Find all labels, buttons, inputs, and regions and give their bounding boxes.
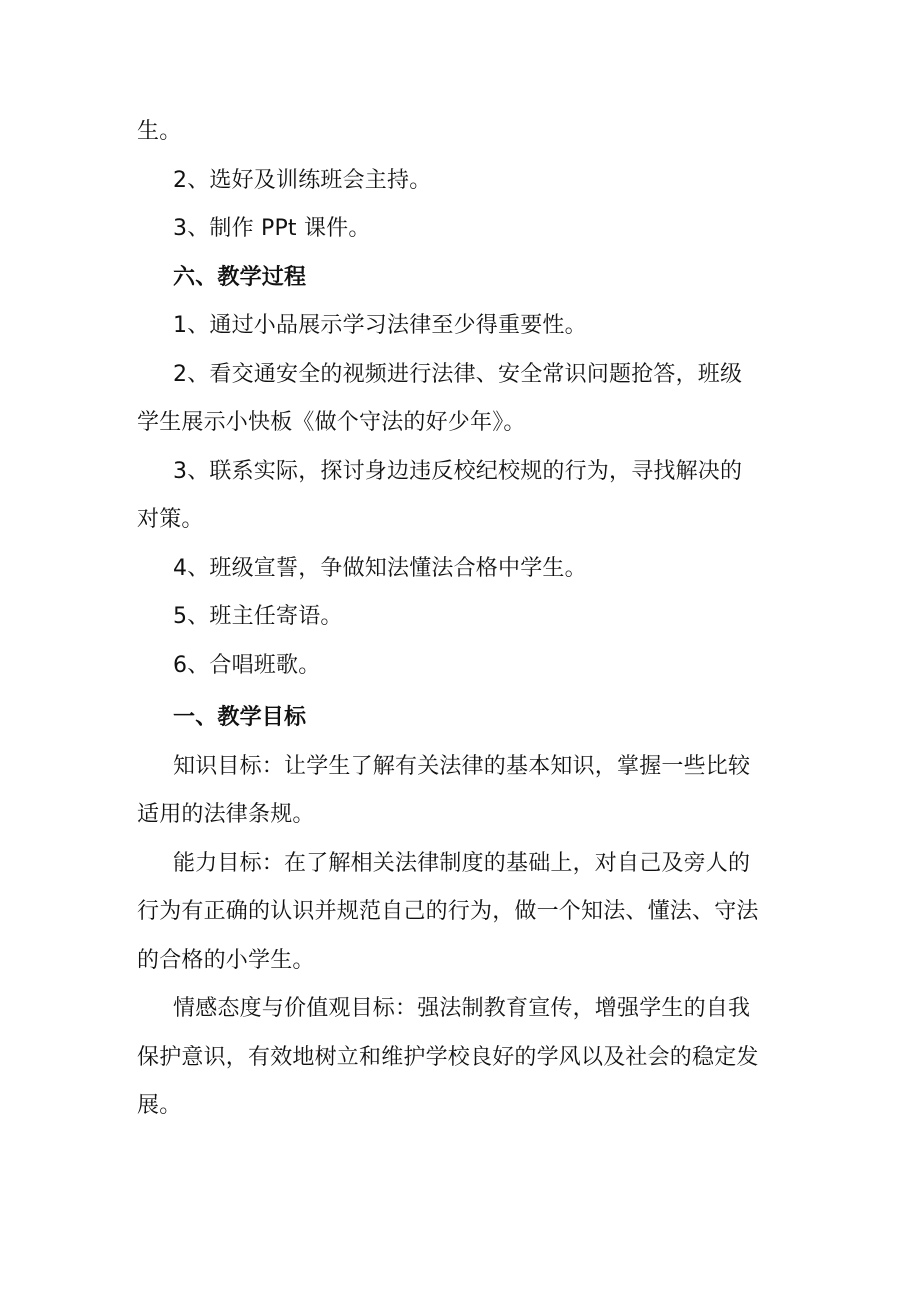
- knowledge-goal: 知识目标：让学生了解有关法律的基本知识，掌握一些比较: [173, 753, 751, 779]
- process-item-3: 3、联系实际，探讨身边违反校纪校规的行为，寻找解决的: [173, 458, 743, 484]
- attitude-goal: 情感态度与价值观目标：强法制教育宣传，增强学生的自我: [173, 996, 751, 1021]
- attitude-goal-continued-2: 展。: [137, 1093, 182, 1118]
- section-heading-teaching-process: 六、教学过程: [173, 264, 307, 290]
- ability-goal: 能力目标：在了解相关法律制度的基础上，对自己及旁人的: [173, 850, 751, 876]
- paragraph-continuation: 生。: [137, 119, 182, 144]
- process-item-5: 5、班主任寄语。: [173, 604, 343, 629]
- prep-item-3: 3、制作 PPt 课件。: [173, 216, 371, 241]
- knowledge-goal-continued: 适用的法律条规。: [137, 802, 315, 827]
- ability-goal-continued-2: 的合格的小学生。: [137, 947, 315, 973]
- process-item-3-continued: 对策。: [137, 507, 204, 532]
- prep-item-2: 2、选好及训练班会主持。: [173, 167, 432, 193]
- section-heading-teaching-goals: 一、教学目标: [173, 705, 307, 730]
- process-item-1: 1、通过小品展示学习法律至少得重要性。: [173, 313, 587, 338]
- document-body: [137, 108, 789, 1131]
- process-item-2-continued: 学生展示小快板《做个守法的好少年》。: [137, 410, 526, 435]
- process-item-4: 4、班级宣誓，争做知法懂法合格中学生。: [173, 555, 587, 581]
- process-item-2: 2、看交通安全的视频进行法律、安全常识问题抢答，班级: [173, 361, 743, 387]
- process-item-6: 6、合唱班歌。: [173, 652, 321, 678]
- ability-goal-continued-1: 行为有正确的认识并规范自己的行为，做一个知法、懂法、守法: [137, 899, 759, 924]
- attitude-goal-continued-1: 保护意识，有效地树立和维护学校良好的学风以及社会的稳定发: [137, 1044, 759, 1070]
